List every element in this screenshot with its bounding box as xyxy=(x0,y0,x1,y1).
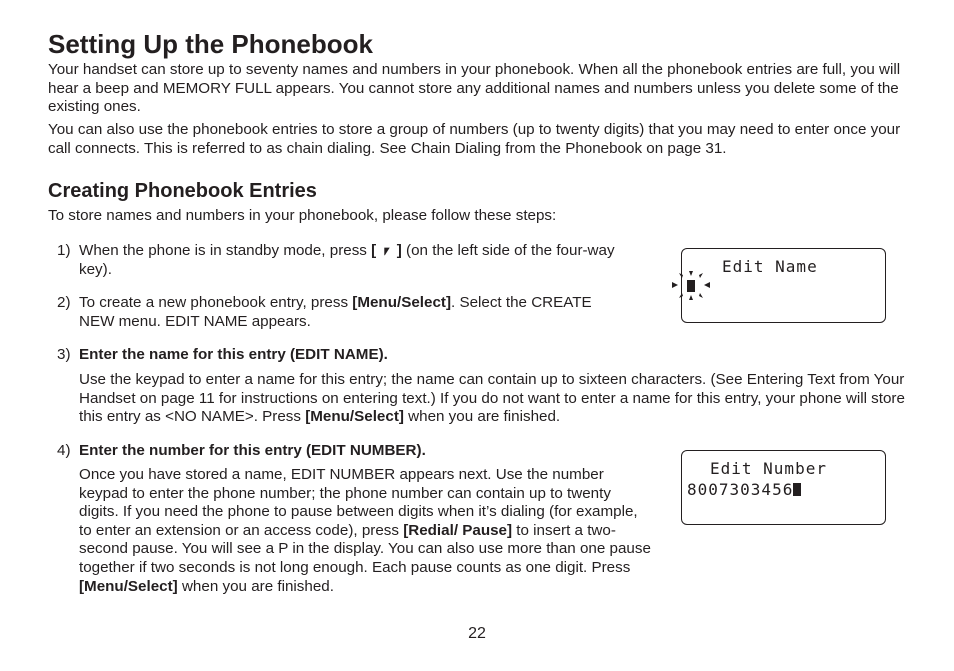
step-4-heading: Enter the number for this entry (EDIT NUMBER). xyxy=(79,442,426,459)
blinking-cursor-icon xyxy=(671,270,713,302)
step-3-text: Use the keypad to enter a name for this entry; the name can contain up to sixteen characters. (See Entering Text from Your Handset on page 11 for instructions on entering text.) If you do not want to enter a name for this entry, your phone will store this entry as <NO NAME>. Press [Menu/Select] when you are finished. xyxy=(79,371,905,426)
menu-select-key: [Menu/Select] xyxy=(305,408,404,426)
intro-paragraph-2: You can also use the phonebook entries to store a group of numbers (up to twenty digits) that you may need to enter once your call connects. This is referred to as chain dialing. See Chain Dialing from the Phonebook on page 31. xyxy=(48,121,901,157)
phonebook-key: [ ⎖ ] xyxy=(371,242,402,259)
lcd-line-1: Edit Number xyxy=(710,459,827,478)
page-number: 22 xyxy=(468,625,486,642)
lcd-display-edit-number xyxy=(681,450,886,525)
step-1-text: When the phone is in standby mode, press [ ⎖ ] (on the left side of the four-way key). xyxy=(79,242,615,278)
lcd-line-1: Edit Name xyxy=(722,257,818,276)
step-number: 3) xyxy=(57,346,71,363)
step-number: 2) xyxy=(57,294,71,311)
intro-paragraph-1: Your handset can store up to seventy names and numbers in your phonebook. When all the phonebook entries are full, you will hear a beep and MEMORY FULL appears. You cannot store any additional names and numbers unless you delete some of the existing ones. xyxy=(48,61,901,116)
section-heading: Creating Phonebook Entries xyxy=(48,180,317,202)
step-3-heading: Enter the name for this entry (EDIT NAME). xyxy=(79,346,388,363)
lcd-line-2: 8007303456 xyxy=(687,480,801,499)
step-4-text: Once you have stored a name, EDIT NUMBER appears next. Use the number keypad to enter the phone number; the phone number can contain up to twenty digits. If you need the phone to pause between digits when it’s dialing (for example, to enter an extension or an access code), press [Redial/ Pause] to insert a two-second pause. You will see a P in the display. You can also use more than one pause together if two seconds is not long enough. Each pause counts as one digit. Press [Menu/Select] when you are finished. xyxy=(79,466,651,595)
page-title: Setting Up the Phonebook xyxy=(48,29,373,59)
step-2-text: To create a new phonebook entry, press [Menu/Select]. Select the CREATE NEW menu. EDIT NAME appears. xyxy=(79,294,592,330)
menu-select-key: [Menu/Select] xyxy=(352,294,451,311)
cursor-block-icon xyxy=(793,483,801,496)
redial-pause-key: [Redial/ Pause] xyxy=(403,521,513,539)
step-number: 1) xyxy=(57,242,71,259)
step-number: 4) xyxy=(57,442,71,459)
section-lead: To store names and numbers in your phonebook, please follow these steps: xyxy=(48,207,557,224)
menu-select-key: [Menu/Select] xyxy=(79,577,178,595)
